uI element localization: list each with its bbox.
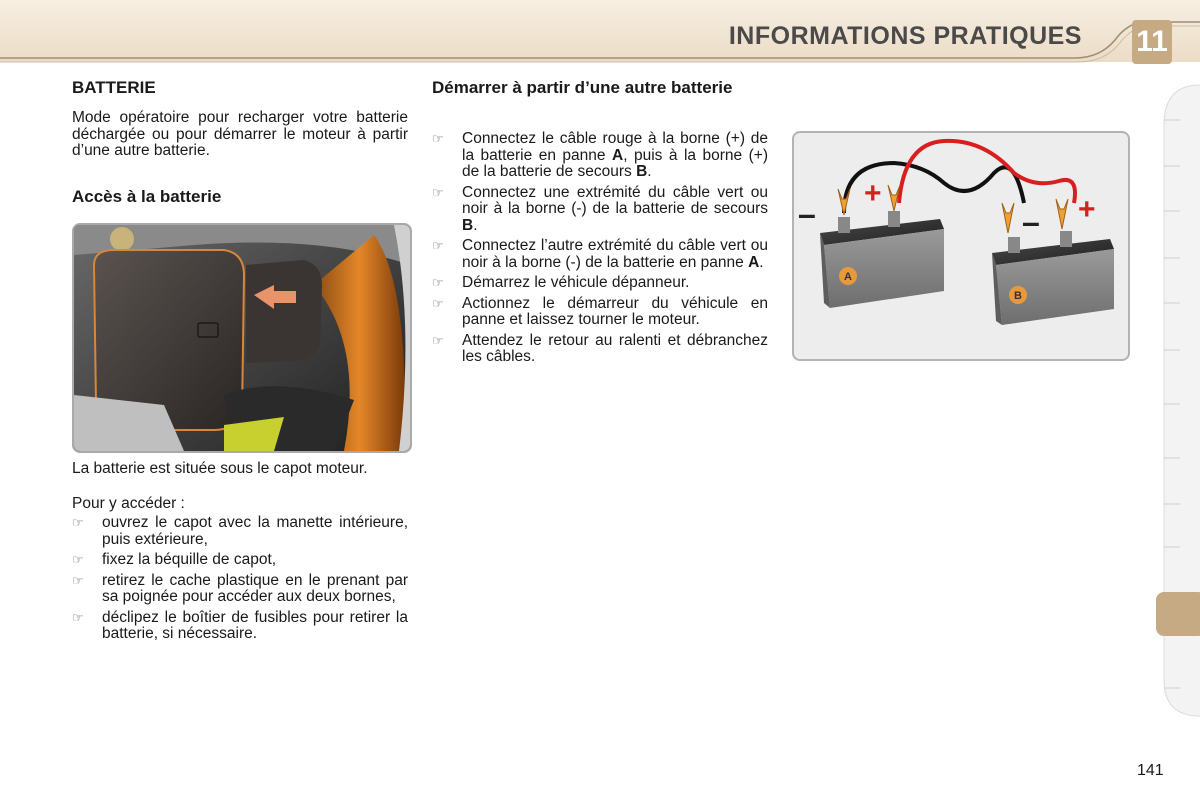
list-item: ☞ Connectez le câble rouge à la borne (+) de la batterie en panne A, puis à la borne (+) de la batterie de secours B. — [432, 130, 768, 180]
section-heading-demarrer: Démarrer à partir d’une autre batterie — [432, 78, 733, 97]
minus-sign-b: – — [1022, 204, 1040, 240]
intro-paragraph: Mode opératoire pour recharger votre batterie déchargée ou pour démarrer le moteur à partir d’une autre batterie. — [72, 109, 408, 159]
list-item: ☞ ouvrez le capot avec la manette intérieure, puis extérieure, — [72, 514, 408, 548]
list-item: ☞ Connectez l’autre extrémité du câble vert ou noir à la borne (-) de la batterie en panne A. — [432, 237, 768, 271]
list-item: ☞ Démarrez le véhicule dépanneur. — [432, 274, 690, 291]
section-heading-acces: Accès à la batterie — [72, 187, 222, 206]
pointing-hand-icon: ☞ — [432, 238, 444, 253]
section-heading-batterie: BATTERIE — [72, 78, 156, 97]
chapter-side-tabs — [1150, 80, 1200, 720]
pointing-hand-icon: ☞ — [432, 332, 444, 348]
pointing-hand-icon: ☞ — [432, 131, 444, 146]
location-paragraph: La batterie est située sous le capot moteur. — [72, 460, 368, 477]
page-header-title: INFORMATIONS PRATIQUES — [728, 22, 1082, 50]
battery-a-label: A — [844, 271, 852, 283]
access-intro: Pour y accéder : — [72, 495, 185, 512]
list-item: ☞ Connectez une extrémité du câble vert ou noir à la borne (-) de la batterie de secours B. — [432, 183, 768, 234]
list-item: ☞ déclipez le boîtier de fusibles pour retirer la batterie, si nécessaire. — [72, 608, 408, 642]
list-item: ☞ Attendez le retour au ralenti et débranchez les câbles. — [432, 331, 768, 365]
list-item: ☞ fixez la béquille de capot, — [72, 551, 277, 568]
pointing-hand-icon: ☞ — [72, 609, 84, 625]
page-number: 141 — [1137, 762, 1164, 779]
minus-sign-a: – — [798, 196, 816, 232]
pointing-hand-icon: ☞ — [72, 552, 84, 567]
active-chapter-tab — [1156, 592, 1200, 636]
list-item: ☞ Actionnez le démarreur du véhicule en panne et laissez tourner le moteur. — [432, 294, 768, 328]
list-item: ☞ retirez le cache plastique en le prenant par sa poignée pour accéder aux deux bornes, — [72, 571, 408, 605]
engine-bay-photo — [72, 223, 412, 453]
chapter-badge: 11 — [1132, 20, 1172, 64]
jump-start-steps-list — [432, 131, 768, 370]
pointing-hand-icon: ☞ — [432, 184, 444, 200]
pointing-hand-icon: ☞ — [432, 275, 444, 290]
access-steps-list — [72, 515, 408, 647]
battery-a — [820, 211, 944, 308]
pointing-hand-icon: ☞ — [432, 295, 444, 311]
plus-sign-b: + — [1078, 193, 1096, 226]
plus-sign-a: + — [864, 177, 882, 210]
battery-b — [992, 231, 1114, 325]
pointing-hand-icon: ☞ — [72, 572, 84, 588]
battery-b-label: B — [1014, 290, 1022, 302]
jump-start-diagram — [792, 131, 1130, 361]
pointing-hand-icon: ☞ — [72, 515, 84, 530]
